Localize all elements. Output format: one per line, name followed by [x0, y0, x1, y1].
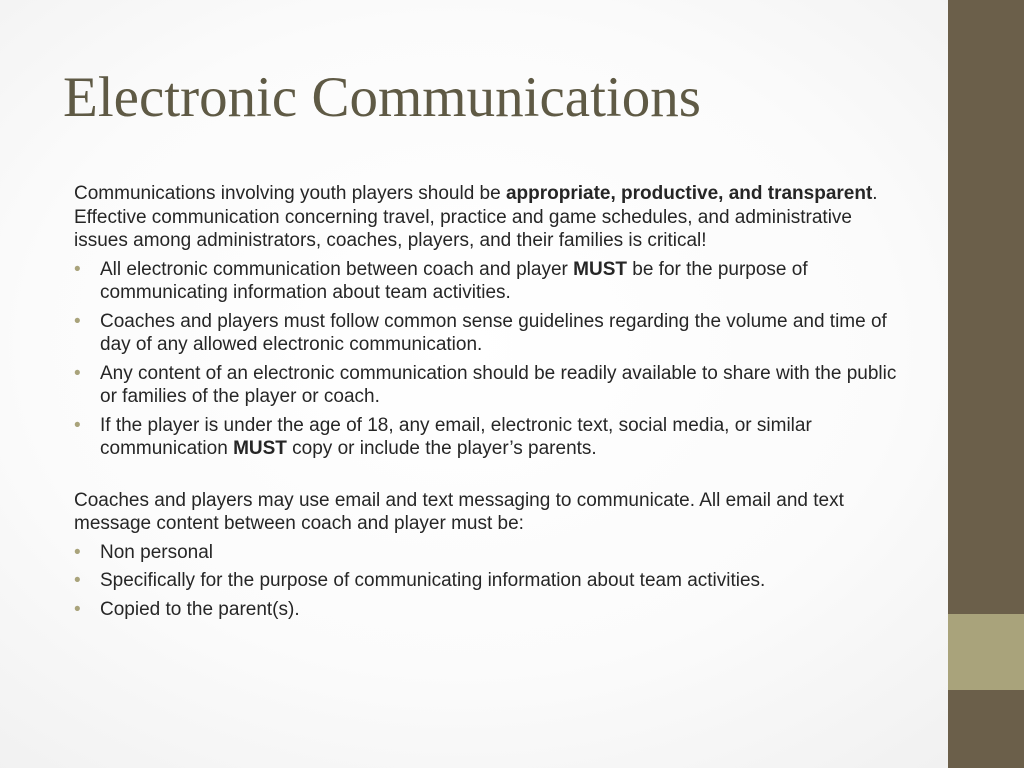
bullet-bold-text: MUST: [573, 258, 627, 280]
bullet-text: Copied to the parent(s).: [100, 598, 300, 620]
list-item: [74, 362, 909, 409]
bullet-icon: •: [74, 598, 81, 620]
intro-bold-text: appropriate, productive, and transparent: [505, 183, 873, 204]
bullet-list-rules: [74, 258, 909, 461]
list-item: [74, 541, 909, 565]
bullet-icon: •: [74, 541, 81, 563]
bullet-icon: •: [74, 310, 81, 332]
bullet-icon: •: [74, 258, 81, 280]
intro-text-before: Communications involving youth players should be: [74, 183, 506, 204]
bullet-text-before: If the player is under the age of 18, any email, electronic text, social media, or similar communication: [100, 414, 812, 459]
bullet-text: Any content of an electronic communication should be readily available to share with the public or families of the player or coach.: [100, 362, 897, 407]
bullet-text-after: copy or include the player’s parents.: [286, 438, 597, 459]
bullet-text: Coaches and players must follow common sense guidelines regarding the volume and time of day of any allowed electronic communication.: [100, 310, 887, 355]
intro-paragraph: [74, 182, 909, 253]
bullet-bold-text: MUST: [233, 438, 287, 459]
messaging-paragraph: Coaches and players may use email and text messaging to communicate. All email and text message content between coach and player must be:: [74, 489, 844, 534]
bullet-icon: •: [74, 414, 81, 436]
bullet-icon: •: [74, 570, 81, 591]
bullet-text: Specifically for the purpose of communicating information about team activities.: [100, 570, 766, 591]
intro-text-after: . Effective communication concerning travel, practice and game schedules, and administrative issues among administrators, coaches, players, and their families is critical!: [74, 183, 878, 251]
list-item: [74, 598, 909, 622]
bullet-text-before: All electronic communication between coach and player: [100, 258, 574, 280]
list-item: [74, 310, 909, 357]
bullet-list-content: [74, 541, 909, 622]
bullet-text: Non personal: [100, 541, 214, 563]
slide-title: Electronic Communications: [63, 66, 701, 129]
slide-body: [74, 182, 909, 626]
sidebar-accent-block: [948, 614, 1024, 690]
list-item: [74, 569, 909, 593]
list-item: [74, 258, 909, 305]
bullet-text-after: be for the purpose of communicating information about team activities.: [100, 258, 808, 303]
list-item: [74, 414, 909, 461]
bullet-icon: •: [74, 362, 81, 384]
